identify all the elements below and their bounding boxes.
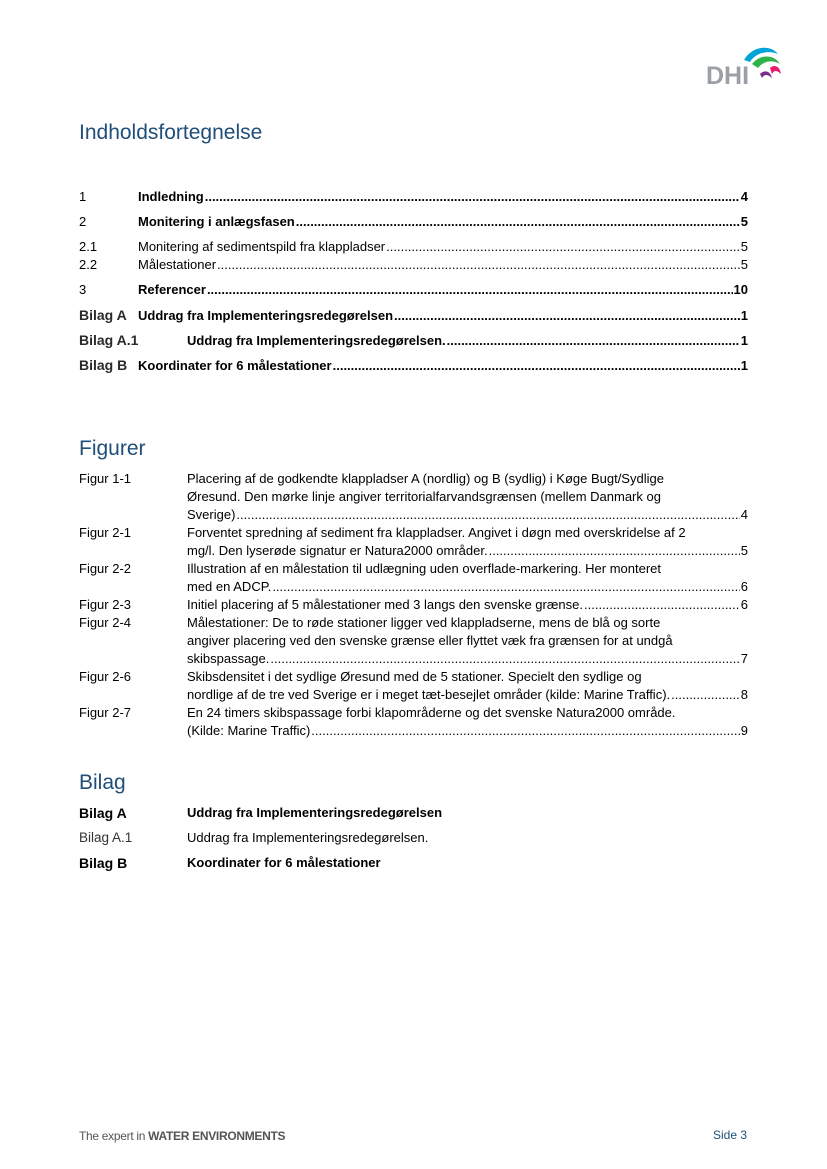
figure-entry-caption	[187, 614, 748, 668]
toc-entry-number: Bilag A.1	[79, 332, 139, 348]
toc-entry-number: Bilag A	[79, 307, 127, 323]
toc-leader-dots	[205, 189, 740, 205]
figure-entry[interactable]	[79, 704, 748, 740]
toc-entry-page: 1	[740, 333, 748, 348]
toc-entry-page: 4	[740, 189, 748, 204]
bilag-entry-title: Uddrag fra Implementeringsredegørelsen.	[187, 830, 429, 845]
toc-entry-title: Monitering i anlægsfasen	[138, 214, 295, 229]
figure-entry[interactable]	[79, 524, 748, 560]
toc-entry-page: 5	[740, 239, 748, 254]
toc-entry-number: 2.2	[79, 257, 98, 272]
toc-leader-dots	[311, 722, 739, 740]
figure-caption-text: Sverige)	[187, 507, 236, 522]
figure-entry[interactable]	[79, 614, 748, 668]
figure-entry-label: Figur 2-6	[79, 669, 132, 684]
figure-caption-last-line	[187, 506, 748, 524]
figure-caption-last-line	[187, 542, 748, 560]
figure-entry-label: Figur 2-7	[79, 705, 132, 720]
page-number: Side 3	[713, 1128, 748, 1142]
toc-entry[interactable]	[79, 257, 748, 273]
figure-entry-caption	[187, 704, 748, 740]
toc-leader-dots	[236, 506, 739, 524]
figure-entry[interactable]	[79, 596, 748, 614]
figure-entry-label: Figur 1-1	[79, 471, 132, 486]
figure-entry-page: 7	[740, 651, 748, 666]
figure-caption-line: Illustration af en målestation til udlægning uden overflade-markering. Her monteret	[187, 561, 662, 576]
toc-entry[interactable]	[79, 239, 748, 255]
toc-entry-title: Koordinater for 6 målestationer	[138, 358, 332, 373]
figure-caption-text: (Kilde: Marine Traffic)	[187, 723, 311, 738]
toc-entry-number: Bilag B	[79, 357, 128, 373]
figure-caption-text: nordlige af de tre ved Sverige er i meget tæt-besejlet områder (kilde: Marine Traffic).	[187, 687, 671, 702]
figure-caption-line: Øresund. Den mørke linje angiver territorialfarvandsgrænsen (mellem Danmark og	[187, 489, 661, 504]
toc-entry-number: 3	[79, 282, 87, 297]
bilag-entry-label: Bilag B	[79, 855, 128, 871]
footer-tagline	[79, 1129, 285, 1143]
toc-entry-title: Monitering af sedimentspild fra klappladser	[138, 239, 386, 254]
figure-entry[interactable]	[79, 668, 748, 704]
toc-entry[interactable]	[79, 307, 748, 324]
toc-leader-dots	[671, 686, 740, 704]
toc-leader-dots	[270, 650, 739, 668]
toc-leader-dots	[217, 257, 740, 273]
toc-entry[interactable]	[79, 282, 748, 298]
figure-entry-page: 8	[740, 687, 748, 702]
toc-leader-dots	[296, 214, 740, 230]
figure-entry-label: Figur 2-2	[79, 561, 132, 576]
figure-caption-last-line	[187, 722, 748, 740]
bilag-entry-label: Bilag A	[79, 805, 127, 821]
toc-leader-dots	[394, 308, 740, 324]
dhi-logo-text: DHI	[706, 62, 750, 90]
figure-caption-line: angiver placering ved den svenske grænse eller flyttet væk fra grænsen for at undgå	[187, 633, 673, 648]
figure-caption-line: En 24 timers skibspassage forbi klapområderne og det svenske Natura2000 område.	[187, 705, 676, 720]
figure-entry-page: 9	[740, 723, 748, 738]
toc-entry-page: 5	[740, 257, 748, 272]
figure-caption-line: Skibsdensitet i det sydlige Øresund med de 5 stationer. Specielt den sydlige og	[187, 669, 642, 684]
figure-entry-caption	[187, 560, 748, 596]
figure-caption-last-line	[187, 596, 748, 614]
figure-caption-line: Forventet spredning af sediment fra klappladser. Angivet i døgn med overskridelse af 2	[187, 525, 686, 540]
figure-entry[interactable]	[79, 470, 748, 524]
figure-entry-page: 6	[740, 597, 748, 612]
toc-entry-page: 1	[740, 358, 748, 373]
toc-entry[interactable]	[79, 332, 748, 349]
footer-tagline-prefix: The expert in	[79, 1129, 149, 1143]
toc-leader-dots	[584, 596, 740, 614]
figure-entry-label: Figur 2-4	[79, 615, 132, 630]
toc-entry[interactable]	[79, 189, 748, 205]
figure-caption-text: skibspassage.	[187, 651, 270, 666]
toc-entry-number: 2.1	[79, 239, 98, 254]
toc-leader-dots	[272, 578, 739, 596]
toc-entry-title: Indledning	[138, 189, 204, 204]
bilag-entry[interactable]	[79, 829, 748, 847]
figure-caption-last-line	[187, 686, 748, 704]
figure-entry-caption	[187, 470, 748, 524]
figure-entry-caption	[187, 596, 748, 614]
dhi-logo	[704, 44, 784, 90]
toc-leader-dots	[207, 282, 733, 298]
figure-entry-caption	[187, 668, 748, 704]
toc-leader-dots	[386, 239, 740, 255]
figure-entry-label: Figur 2-1	[79, 525, 132, 540]
toc-entry-number: 1	[79, 189, 87, 204]
toc-entry-title: Referencer	[138, 282, 206, 297]
bilag-entry[interactable]	[79, 854, 748, 872]
toc-leader-dots	[489, 542, 740, 560]
toc-entry-number: 2	[79, 214, 87, 229]
bilag-entry[interactable]	[79, 804, 748, 822]
figure-entry-caption	[187, 524, 748, 560]
figure-entry-page: 5	[740, 543, 748, 558]
figure-caption-line: Målestationer: De to røde stationer ligger ved klappladserne, mens de blå og sorte	[187, 615, 661, 630]
toc-entry-page: 1	[740, 308, 748, 323]
figure-caption-text: mg/l. Den lyserøde signatur er Natura2000 områder.	[187, 543, 488, 558]
toc-entry[interactable]	[79, 214, 748, 230]
bilag-heading: Bilag	[79, 771, 126, 794]
figure-entry-page: 6	[740, 579, 748, 594]
toc-entry-title: Uddrag fra Implementeringsredegørelsen	[138, 308, 394, 323]
bilag-entry-title: Koordinater for 6 målestationer	[187, 855, 381, 870]
figure-caption-text: Initiel placering af 5 målestationer med 3 langs den svenske grænse.	[187, 597, 583, 612]
figure-entry-page: 4	[740, 507, 748, 522]
toc-entry-page: 5	[740, 214, 748, 229]
figure-caption-last-line	[187, 578, 748, 596]
toc-heading: Indholdsfortegnelse	[79, 121, 263, 144]
bilag-entry-title: Uddrag fra Implementeringsredegørelsen	[187, 805, 443, 820]
toc-entry-title: Uddrag fra Implementeringsredegørelsen.	[187, 333, 446, 348]
bilag-entry-label: Bilag A.1	[79, 830, 133, 845]
figure-caption-last-line	[187, 650, 748, 668]
toc-leader-dots	[447, 333, 740, 349]
figures-heading: Figurer	[79, 437, 146, 460]
toc-entry-page: 10	[733, 282, 748, 297]
figure-caption-line: Placering af de godkendte klappladser A (nordlig) og B (sydlig) i Køge Bugt/Sydlige	[187, 471, 664, 486]
footer-tagline-strong: WATER ENVIRONMENTS	[148, 1129, 286, 1143]
toc-leader-dots	[333, 358, 740, 374]
toc-entry-title: Målestationer	[138, 257, 217, 272]
figure-entry-label: Figur 2-3	[79, 597, 132, 612]
figure-caption-text: med en ADCP.	[187, 579, 272, 594]
toc-entry[interactable]	[79, 357, 748, 374]
figure-entry[interactable]	[79, 560, 748, 596]
